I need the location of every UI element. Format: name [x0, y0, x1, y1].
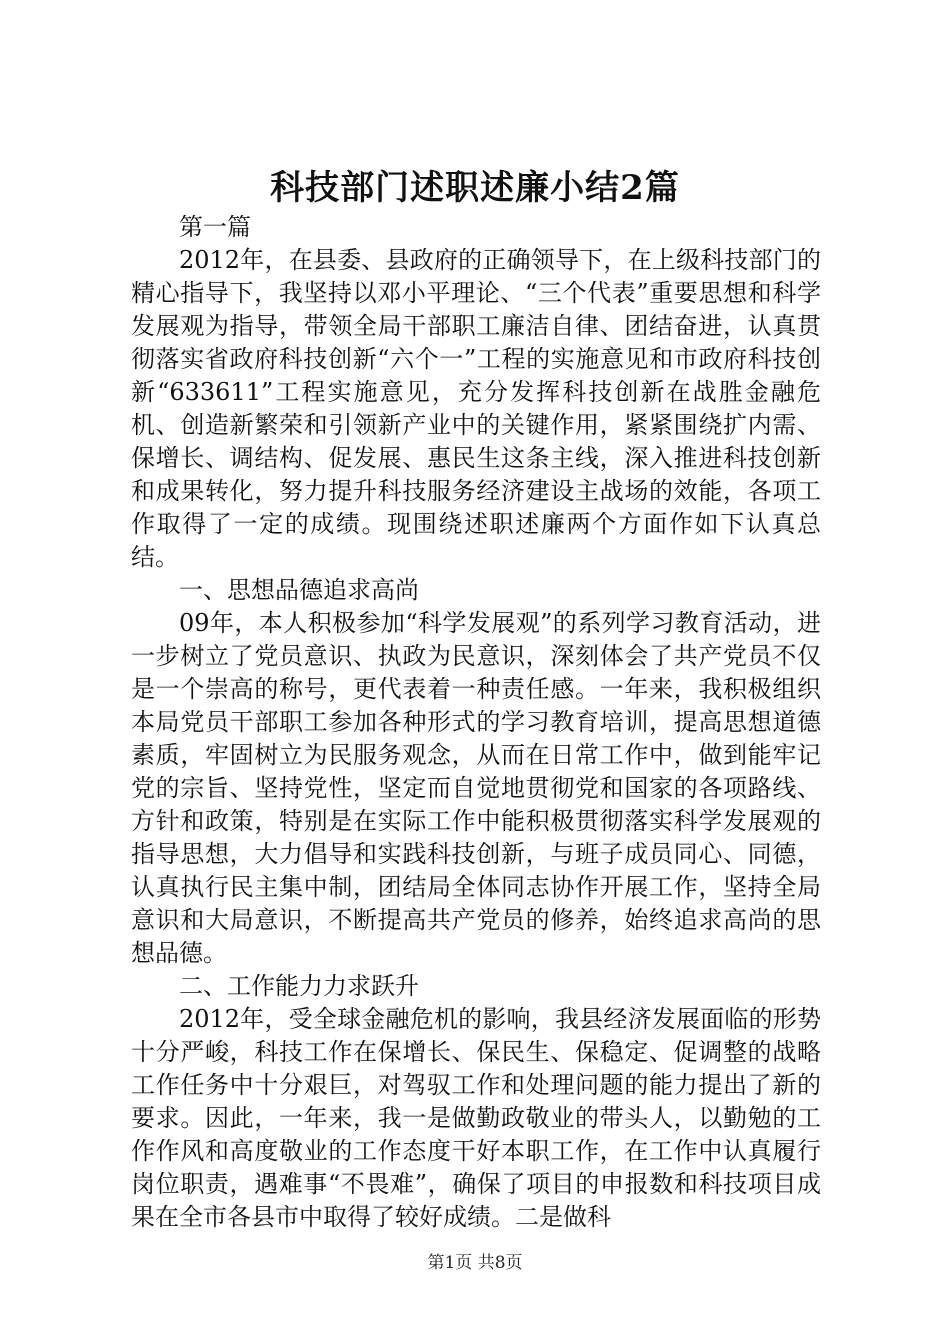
section-heading-part-one: 第一篇 [179, 213, 251, 241]
body-paragraph: 2012年，在县委、县政府的正确领导下，在上级科技部门的精心指导下，我坚持以邓小平理论、“三个代表”重要思想和科学发展观为指导，带领全局干部职工廉洁自律、团结奋进，认真贯彻落实省政府科技创新“六个一”工程的实施意见和市政府科技创新“633611”工程实施意见，充分发挥科技创新在战胜金融危机、创造新繁荣和引领新产业中的关键作用，紧紧围绕扩内需、保增长、调结构、促发展、惠民生这条主线，深入推进科技创新和成果转化，努力提升科技服务经济建设主战场的效能，各项工作取得了一定的成绩。现围绕述职述廉两个方面作如下认真总结。 [131, 246, 821, 571]
page-number-footer: 第1页 共8页 [427, 1253, 523, 1273]
section-heading: 二、工作能力力求跃升 [179, 972, 419, 1000]
body-paragraph: 2012年，受全球金融危机的影响，我县经济发展面临的形势十分严峻，科技工作在保增长、保民生、保稳定、促调整的战略工作任务中十分艰巨，对驾驭工作和处理问题的能力提出了新的要求。因此，一年来，我一是做勤政敬业的带头人，以勤勉的工作作风和高度敬业的工作态度干好本职工作，在工作中认真履行岗位职责，遇难事“不畏难”，确保了项目的申报数和科技项目成果在全市各县市中取得了较好成绩。二是做科 [131, 1005, 821, 1231]
section-heading: 一、思想品德追求高尚 [179, 576, 419, 604]
body-paragraph: 09年，本人积极参加“科学发展观”的系列学习教育活动，进一步树立了党员意识、执政为民意识，深刻体会了共产党员不仅是一个崇高的称号，更代表着一种责任感。一年来，我积极组织本局党员干部职工参加各种形式的学习教育培训，提高思想道德素质，牢固树立为民服务观念，从而在日常工作中，做到能牢记党的宗旨、坚持党性，坚定而自觉地贯彻党和国家的各项路线、方针和政策，特别是在实际工作中能积极贯彻落实科学发展观的指导思想，大力倡导和实践科技创新，与班子成员同心、同德，认真执行民主集中制，团结局全体同志协作开展工作，坚持全局意识和大局意识，不断提高共产党员的修养，始终追求高尚的思想品德。 [131, 609, 821, 967]
page-title: 科技部门述职述廉小结2篇 [270, 168, 680, 208]
document-body [131, 211, 821, 1234]
